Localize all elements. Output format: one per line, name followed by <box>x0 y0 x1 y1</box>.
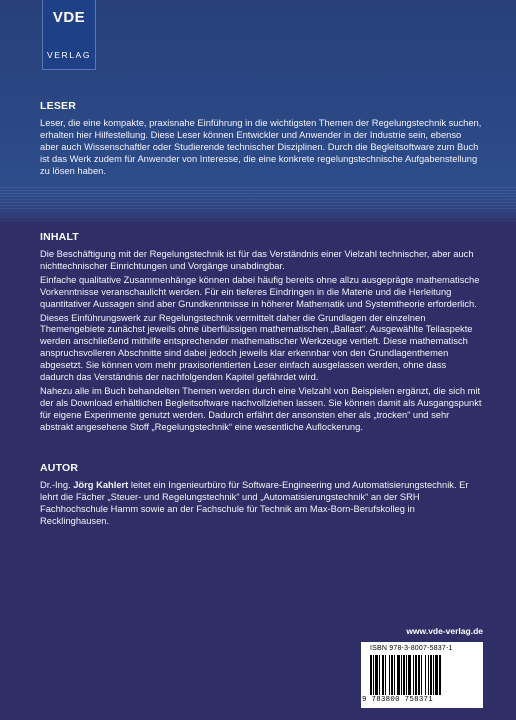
barcode-bar <box>379 655 380 695</box>
barcode-bar <box>373 655 374 695</box>
autor-prefix: Dr.-Ing. <box>40 480 74 490</box>
barcode-bar <box>375 655 378 695</box>
barcode-bar <box>413 655 414 695</box>
barcode-bar <box>385 655 386 695</box>
logo-mark: VDE <box>52 9 86 26</box>
barcode-bar <box>435 655 438 695</box>
inhalt-paragraph: Nahezu alle im Buch behandelten Themen werden durch eine Vielzahl von Beispielen ergänzt, die sich mit der als Download erhältlichen Begleitsoftware nachvollziehen lassen. Sie können damit als Ausgangspunkt für eigene Experimente genutzt werden. Dadurch erfährt der ansonsten eher als „trocken“ und sehr abstrakt angesehene Stoff „Regelungstechnik“ eine wesentliche Auflockerung. <box>40 385 482 432</box>
autor-text <box>40 480 482 528</box>
autor-heading: AUTOR <box>40 462 79 474</box>
barcode-bar <box>430 655 432 695</box>
logo-subtitle: VERLAG <box>46 50 92 60</box>
barcode-bar <box>415 655 417 695</box>
barcode-bar <box>401 655 402 695</box>
barcode-bar <box>408 655 411 695</box>
leser-heading: LESER <box>40 100 77 112</box>
section-autor <box>40 462 482 530</box>
barcode-bar <box>389 655 390 695</box>
barcode-bar <box>433 655 434 695</box>
barcode-bars <box>370 655 474 697</box>
publisher-url[interactable]: www.vde-verlag.de <box>406 626 483 636</box>
stripes-fade <box>0 205 516 227</box>
section-leser <box>40 100 482 180</box>
inhalt-paragraph: Die Beschäftigung mit der Regelungstechnik ist für das Verständnis einer Vielzahl technischer, aber auch nichttechnischer Einrichtungen und Vorgänge unabdingbar. <box>40 249 474 271</box>
barcode-bar <box>391 655 393 695</box>
barcode-bar <box>394 655 395 695</box>
section-inhalt <box>40 231 482 436</box>
inhalt-paragraph: Einfache qualitative Zusammenhänge können dabei häufig bereits ohne allzu ausgeprägte mathematische Vorkenntnisse veranschaulicht werden. Für ein tieferes Eindringen in die Materie und die Herleitung quantitativer Aussagen sind aber Grundkenntnisse in höherer Mathematik und Systemtheorie erforderlich. <box>40 274 480 309</box>
barcode-bar <box>428 655 429 695</box>
barcode-bar <box>403 655 405 695</box>
barcode-digits: 9 783800 758371 <box>362 696 434 704</box>
barcode-box <box>361 642 483 708</box>
barcode-bar <box>406 655 407 695</box>
barcode-bar <box>418 655 420 695</box>
isbn-label: ISBN 978-3-8007-5837-1 <box>370 645 453 652</box>
leser-text: Leser, die eine kompakte, praxisnahe Einführung in die wichtigsten Themen der Regelungstechnik suchen, erhalten hier Hilfestellung. Diese Leser können Entwickler und Anwender in der Industrie sein, ebenso aber auch Wissenschaftler oder Studierende technischer Disziplinen. Durch die Begleitsoftware zum Buch ist das Werk zudem für Anwender von Interesse, die eine konkrete regelungstechnische Aufgabenstellung zu lösen haben. <box>40 118 482 176</box>
publisher-logo <box>42 0 96 70</box>
barcode-bar <box>425 655 426 695</box>
barcode-bar <box>382 655 384 695</box>
autor-bio: leitet ein Ingenieurbüro für Software-Engineering und Automatisierungstechnik. Er lehrt die Fächer „Steuer- und Regelungstechnik“ und „Automatisierungstechnik“ an der SRH Fachhochschule Hamm sowie an der Fachschule für Technik am Max-Born-Berufskolleg in Recklinghausen. <box>40 480 469 526</box>
inhalt-paragraph: Dieses Einführungswerk zur Regelungstechnik vermittelt daher die Grundlagen der einzelnen Themengebiete zunächst jeweils ohne überflüssigen mathematischen „Ballast“. Ausgewählte Teilaspekte werden anschließend mithilfe entsprechender mathematischer Werkzeuge vertieft. Diese mathematisch anspruchsvolleren Abschnitte sind dabei jedoch jeweils klar erkennbar von den Grundlagenthemen abgesetzt. Sie können vom mehr praxisorientierten Leser einfach ausgelassen werden, ohne dass dadurch das Verständnis der nachfolgenden Kapitel gefährdet wird. <box>40 312 473 383</box>
barcode-bar <box>421 655 422 695</box>
autor-name: Jörg Kahlert <box>73 480 129 490</box>
barcode-bar <box>439 655 441 695</box>
barcode-bar <box>370 655 372 695</box>
barcode-bar <box>397 655 400 695</box>
inhalt-heading: INHALT <box>40 231 79 243</box>
